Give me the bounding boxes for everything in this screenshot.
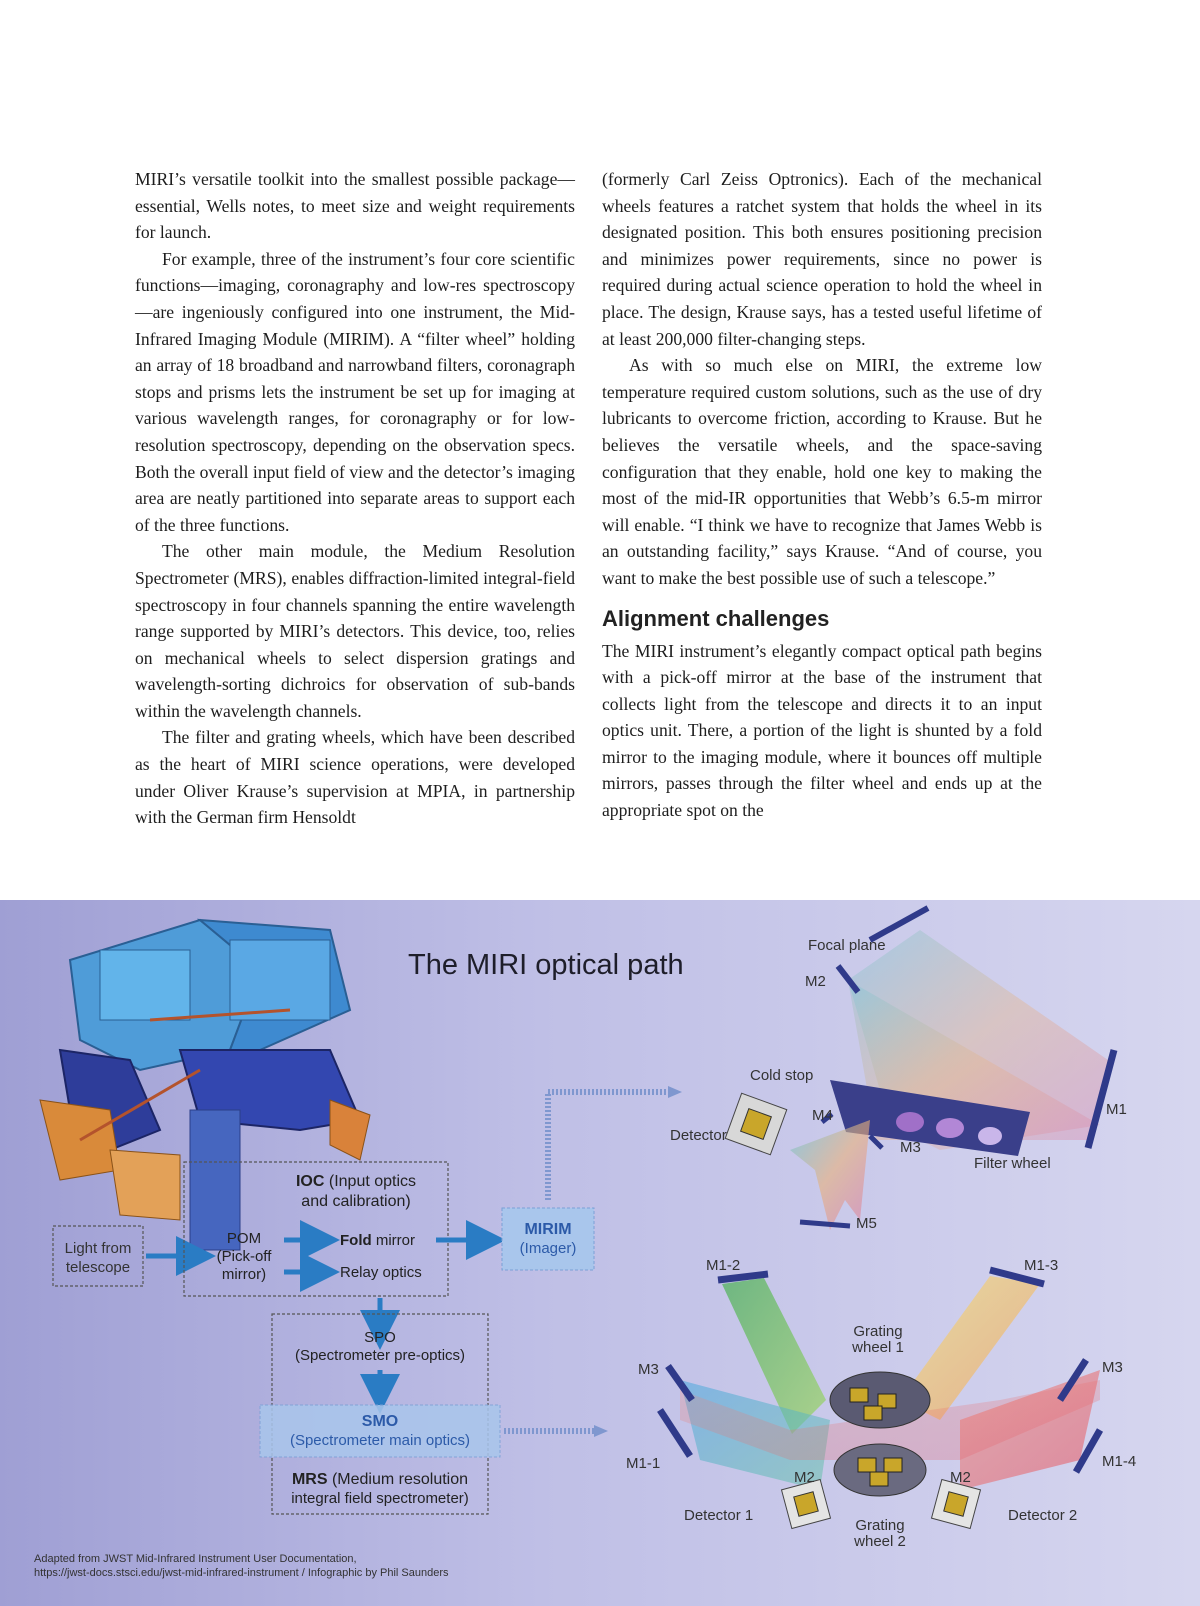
mrs-label: MRS (Medium resolution bbox=[291, 1471, 469, 1488]
m1-4-label: M1-4 bbox=[1102, 1453, 1137, 1470]
spo-label: SPO bbox=[364, 1329, 396, 1346]
detector-1-label: Detector 1 bbox=[684, 1507, 754, 1524]
relay-optics-label: Relay optics bbox=[340, 1264, 422, 1281]
m5-label: M5 bbox=[856, 1215, 877, 1232]
figure-credit-line1: Adapted from JWST Mid-Infrared Instrument User Documentation, bbox=[34, 1553, 357, 1565]
figure-credit-line2: https://jwst-docs.stsci.edu/jwst-mid-infrared-instrument / Infographic by Phil Saunders bbox=[34, 1567, 449, 1579]
mirim-label-line2: (Imager) bbox=[519, 1240, 577, 1257]
m3-label: M3 bbox=[900, 1139, 921, 1156]
m4-label: M4 bbox=[812, 1107, 833, 1124]
paragraph: The filter and grating wheels, which have been described as the heart of MIRI science operations, were developed under Oliver Krause’s supervision at MPIA, in partnership with the German firm Hensoldt bbox=[135, 727, 575, 828]
mirim-box bbox=[502, 1208, 594, 1270]
smo-label-line2: (Spectrometer main optics) bbox=[289, 1432, 471, 1449]
mrs-label-line2: integral field spectrometer) bbox=[291, 1490, 469, 1507]
ioc-label-line2: and calibration) bbox=[301, 1193, 411, 1210]
detector-2-label: Detector 2 bbox=[1008, 1507, 1078, 1524]
m3-left-label: M3 bbox=[638, 1361, 659, 1378]
smo-label: SMO bbox=[361, 1413, 399, 1430]
spo-label-line2: (Spectrometer pre-optics) bbox=[294, 1347, 466, 1364]
m2-label: M2 bbox=[805, 973, 826, 990]
grating-wheel-1-label: Grating bbox=[853, 1323, 903, 1340]
cold-stop-label: Cold stop bbox=[750, 1067, 814, 1084]
mirim-label: MIRIM bbox=[524, 1221, 572, 1238]
light-label-line2: telescope bbox=[65, 1259, 131, 1276]
pom-label: POM bbox=[226, 1230, 262, 1247]
m2-right-label: M2 bbox=[950, 1469, 971, 1486]
paragraph: MIRI’s versatile toolkit into the smallest possible package—essential, Wells notes, to meet size and weight requirements for launch. bbox=[135, 169, 575, 243]
m3-right-label: M3 bbox=[1102, 1359, 1123, 1376]
detector-label: Detector bbox=[670, 1127, 727, 1144]
optical-path-infographic bbox=[0, 900, 1200, 1606]
pom-label-line2: (Pick-off bbox=[216, 1248, 272, 1265]
m1-1-label: M1-1 bbox=[626, 1455, 661, 1472]
light-label-line1: Light from bbox=[64, 1240, 132, 1257]
grating-wheel-2-label-line2: wheel 2 bbox=[854, 1533, 906, 1550]
grating-wheel-2 bbox=[834, 1444, 926, 1496]
article-column-right bbox=[602, 166, 1042, 824]
fold-mirror-label: Fold mirror bbox=[340, 1232, 415, 1249]
m1-2-label: M1-2 bbox=[706, 1257, 741, 1274]
figure-title: The MIRI optical path bbox=[408, 949, 684, 981]
article-column-left bbox=[135, 166, 575, 831]
grating-wheel-1-label-line2: wheel 1 bbox=[852, 1339, 904, 1356]
paragraph: (formerly Carl Zeiss Optronics). Each of the mechanical wheels features a ratchet system that holds the wheel in its designated position. This both ensures positioning precision and minimizes power requirements, since no power is required during actual science operation to hold the wheel in place. The design, Krause says, has a tested useful lifetime of at least 200,000 filter-changing steps. bbox=[602, 169, 1042, 349]
grating-wheel-2-label: Grating bbox=[855, 1517, 905, 1534]
ioc-label: IOC (Input optics bbox=[295, 1173, 417, 1190]
m2-left-label: M2 bbox=[794, 1469, 815, 1486]
m1-3-label: M1-3 bbox=[1024, 1257, 1059, 1274]
section-subheading: Alignment challenges bbox=[602, 605, 830, 631]
focal-plane-label: Focal plane bbox=[808, 937, 886, 954]
m1-label: M1 bbox=[1106, 1101, 1127, 1118]
paragraph: The MIRI instrument’s elegantly compact optical path begins with a pick-off mirror at the base of the instrument that collects light from the telescope and directs it to an input optics unit. There, a portion of the light is shunted by a fold mirror to the imaging module, where it bounces off multiple mirrors, passes through the filter wheel and ends up at the appropriate spot on the bbox=[602, 640, 1042, 821]
paragraph: As with so much else on MIRI, the extreme low temperature required custom solutions, such as the use of dry lubricants to overcome friction, according to Krause. But he believes the versatile wheels, and the space-saving configuration that they enable, hold one key to making the most of the mid-IR opportunities that Webb’s 6.5-m mirror will enable. “I think we have to recognize that James Webb is an outstanding facility,” says Krause. “And of course, you want to make the best possible use of such a telescope.” bbox=[602, 355, 1042, 588]
filter-wheel-label: Filter wheel bbox=[974, 1155, 1051, 1172]
paragraph: The other main module, the Medium Resolution Spectrometer (MRS), enables diffraction-limited integral-field spectroscopy in four channels spanning the entire wavelength range supported by MIRI’s detectors. This device, too, relies on mechanical wheels to select dispersion gratings and wavelength-sorting dichroics for observation of sub-bands within the wavelength channels. bbox=[135, 541, 575, 721]
pom-label-line3: mirror) bbox=[221, 1266, 267, 1283]
paragraph: For example, three of the instrument’s four core scientific functions—imaging, coronagraphy and low-res spectroscopy—are ingeniously configured into one instrument, the Mid-Infrared Imaging Module (MIRIM). A “filter wheel” holding an array of 18 broadband and narrowband filters, coronagraph stops and prisms lets the instrument be set up for imaging at various wavelength ranges, for coronagraphy or for low-resolution spectroscopy, depending on the observation specs. Both the overall input field of view and the detector’s imaging area are neatly partitioned into separate areas to support each of the three functions. bbox=[135, 248, 575, 535]
